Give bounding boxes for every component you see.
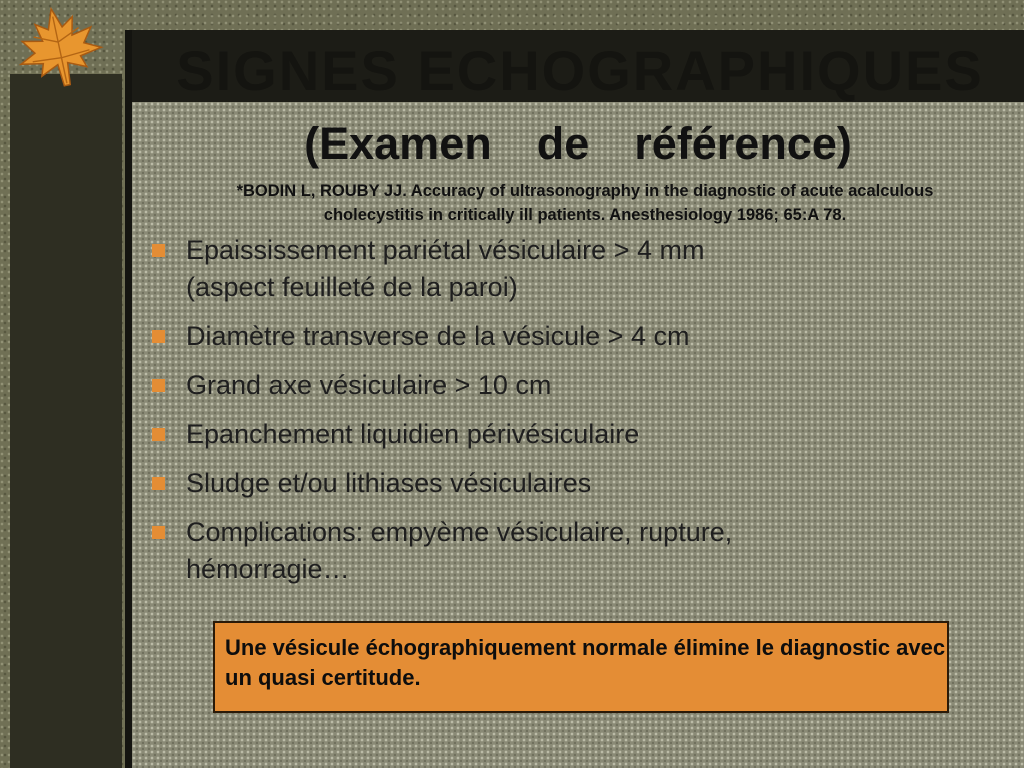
square-bullet-icon <box>152 244 165 257</box>
bullet-text: Sludge et/ou lithiases vésiculaires <box>186 468 592 498</box>
square-bullet-icon <box>152 428 165 441</box>
bullet-item <box>148 232 968 306</box>
bullet-item <box>148 416 968 453</box>
slide-subtitle: (Examen de référence) <box>304 118 852 169</box>
bullet-text: Complications: empyème vésiculaire, rupture, <box>186 517 733 547</box>
bullet-text: Diamètre transverse de la vésicule > 4 cm <box>186 321 690 351</box>
bullet-list <box>148 232 968 600</box>
square-bullet-icon <box>152 379 165 392</box>
bullet-text-continued: (aspect feuilleté de la paroi) <box>186 272 518 302</box>
slide-title: SIGNES ECHOGRAPHIQUES <box>176 40 984 102</box>
square-bullet-icon <box>152 526 165 539</box>
bullet-text-continued: hémorragie… <box>186 554 350 584</box>
square-bullet-icon <box>152 477 165 490</box>
bullet-item <box>148 318 968 355</box>
conclusion-note-box: Une vésicule échographiquement normale élimine le diagnostic avec un quasi certitude. <box>213 621 949 713</box>
bullet-item <box>148 514 968 588</box>
bullet-item <box>148 367 968 404</box>
bullet-text: Epanchement liquidien périvésiculaire <box>186 419 640 449</box>
reference-line-2: cholecystitis in critically ill patients. Anesthesiology 1986; 65:A 78. <box>323 206 847 224</box>
frame-vertical-line <box>125 30 132 768</box>
maple-leaf-icon <box>4 2 114 90</box>
bullet-text: Epaississement pariétal vésiculaire > 4 mm <box>186 235 705 265</box>
left-dark-bar <box>10 74 122 768</box>
reference-citation <box>160 179 1010 227</box>
bullet-item <box>148 465 968 502</box>
square-bullet-icon <box>152 330 165 343</box>
reference-line-1: *BODIN L, ROUBY JJ. Accuracy of ultrasonography in the diagnostic of acute acalculous <box>236 182 934 200</box>
bullet-text: Grand axe vésiculaire > 10 cm <box>186 370 552 400</box>
